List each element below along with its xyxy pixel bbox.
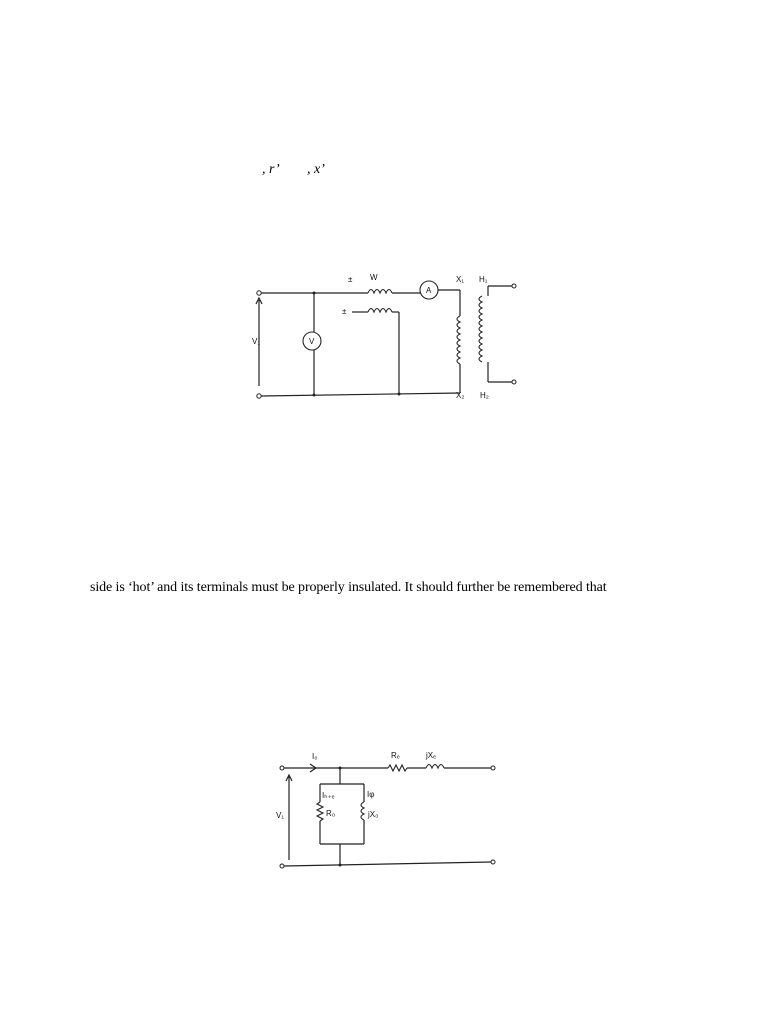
jx0-label: jX₀ xyxy=(368,810,379,819)
ihe-label: Iₕ₊ₑ xyxy=(322,791,335,800)
output-terminal-bottom xyxy=(491,860,495,864)
x2-label: X₂ xyxy=(456,391,465,400)
hv-terminal-bottom xyxy=(512,380,516,384)
voltmeter-label: V xyxy=(309,337,315,346)
equivalent-circuit-diagram xyxy=(276,748,506,873)
v1-label: V₁ xyxy=(252,337,261,346)
r0-resistor xyxy=(317,802,323,821)
jx0-inductor xyxy=(361,802,364,820)
output-terminal-top xyxy=(491,766,495,770)
r0-label: R₀ xyxy=(326,809,336,818)
wattmeter-current-coil xyxy=(368,290,392,294)
re-resistor xyxy=(388,765,407,771)
r-prime-fragment: , r’ xyxy=(262,162,280,177)
x1-label: X₁ xyxy=(456,275,465,284)
v1-label: V₁ xyxy=(276,811,285,820)
ammeter-label: A xyxy=(426,286,432,295)
hv-terminal-top xyxy=(512,284,516,288)
i0-label: I₀ xyxy=(312,752,318,761)
x-prime-fragment: , x’ xyxy=(307,162,325,177)
h2-label: H₂ xyxy=(480,391,489,400)
re-label: Rₑ xyxy=(391,751,400,760)
input-terminal-bottom xyxy=(257,394,261,398)
wattmeter-label: W xyxy=(370,273,378,282)
open-circuit-test-diagram xyxy=(250,268,530,408)
h1-label: H₁ xyxy=(479,275,488,284)
wattmeter-polarity-mark-current: ± xyxy=(348,275,353,284)
wattmeter-polarity-mark-voltage: ± xyxy=(342,307,347,316)
input-terminal-top xyxy=(280,766,284,770)
input-terminal-top xyxy=(257,291,261,295)
jxe-inductor xyxy=(426,765,444,769)
jxe-label: jXₑ xyxy=(426,751,437,760)
iphi-label: Iφ xyxy=(367,790,375,799)
low-voltage-winding xyxy=(457,316,460,364)
high-voltage-winding xyxy=(479,296,482,362)
input-terminal-bottom xyxy=(280,864,284,868)
body-text-line: side is ‘hot’ and its terminals must be properly insulated. It should further be remembered that xyxy=(90,580,607,595)
wattmeter-voltage-coil xyxy=(368,309,392,313)
